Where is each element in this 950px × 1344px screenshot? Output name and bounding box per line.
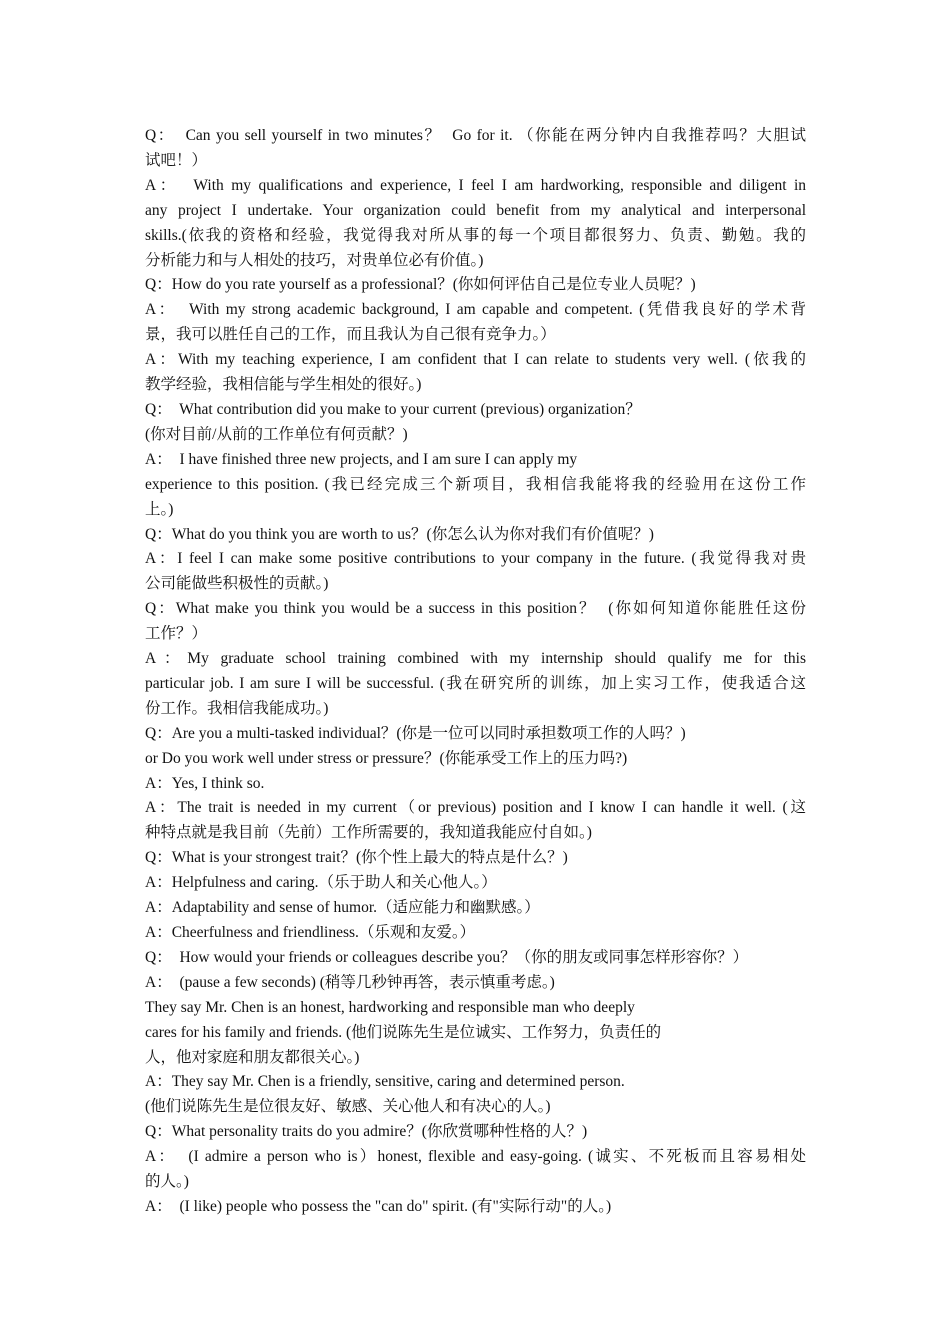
text-line: A：My graduate school training combined with my internship should qualify me for this xyxy=(145,650,806,668)
text-line: (你对目前/从前的工作单位有何贡献？) xyxy=(145,425,408,443)
text-line: or Do you work well under stress or pressure？(你能承受工作上的压力吗?) xyxy=(145,749,628,767)
text-line: 种特点就是我目前（先前）工作所需要的，我知道我能应付自如。) xyxy=(145,824,592,842)
text-line: Q： How would your friends or colleagues describe you？（你的朋友或同事怎样形容你？） xyxy=(145,948,749,966)
text-line: (他们说陈先生是位很友好、敏感、关心他人和有决心的人。) xyxy=(145,1098,551,1116)
text-line: Q： What contribution did you make to your current (previous) organization？ xyxy=(145,400,641,418)
document-body xyxy=(145,124,806,1220)
text-line: 景，我可以胜任自己的工作，而且我认为自己很有竞争力。） xyxy=(145,326,556,344)
text-line: A：With my teaching experience, I am confident that I can relate to students very well. (依我的 xyxy=(145,351,806,369)
text-line: A： (I like) people who possess the "can do" spirit. (有"实际行动"的人。) xyxy=(145,1197,612,1215)
text-line: A： With my qualifications and experience, I feel I am hardworking, responsible and diligent in xyxy=(145,176,806,194)
text-line: experience to this position. (我已经完成三个新项目，我相信我能将我的经验用在这份工作 xyxy=(145,475,806,493)
text-line: 人，他对家庭和朋友都很关心。) xyxy=(145,1048,360,1066)
text-line: cares for his family and friends. (他们说陈先生是位诚实、工作努力，负责任的 xyxy=(145,1023,662,1041)
text-line: Q：How do you rate yourself as a professional？(你如何评估自己是位专业人员呢？) xyxy=(145,276,696,294)
text-line: 教学经验，我相信能与学生相处的很好。) xyxy=(145,376,422,394)
text-line: A：Helpfulness and caring.（乐于助人和关心他人。） xyxy=(145,874,497,892)
text-line: 的人。) xyxy=(145,1173,189,1191)
text-line: They say Mr. Chen is an honest, hardworking and responsible man who deeply xyxy=(145,998,635,1016)
text-line: A： I have finished three new projects, and I am sure I can apply my xyxy=(145,450,578,468)
text-line: A：I feel I can make some positive contributions to your company in the future. (我觉得我对贵 xyxy=(145,550,806,568)
text-line: A：Yes, I think so. xyxy=(145,774,265,792)
text-line: 上。) xyxy=(145,500,174,518)
text-line: 份工作。我相信我能成功。) xyxy=(145,699,329,717)
text-line: A：Adaptability and sense of humor.（适应能力和幽默感。） xyxy=(145,899,540,917)
text-line: Q：What is your strongest trait？(你个性上最大的特点是什么？) xyxy=(145,849,568,867)
text-line: A：They say Mr. Chen is a friendly, sensitive, caring and determined person. xyxy=(145,1073,625,1091)
text-line: 分析能力和与人相处的技巧，对贵单位必有价值。) xyxy=(145,251,484,269)
text-line: Q： Can you sell yourself in two minutes？ Go for it. （你能在两分钟内自我推荐吗？大胆试 xyxy=(145,127,806,144)
text-line: A： With my strong academic background, I am capable and competent. (凭借我良好的学术背 xyxy=(145,301,806,319)
text-line: Q：What make you think you would be a success in this position？ (你如何知道你能胜任这份 xyxy=(145,600,806,618)
text-line: Q：What personality traits do you admire？(你欣赏哪种性格的人？) xyxy=(145,1123,588,1141)
text-line: any project I undertake. Your organization could benefit from my analytical and interpersonal xyxy=(145,201,806,219)
text-line: Q：Are you a multi-tasked individual？(你是一位可以同时承担数项工作的人吗？) xyxy=(145,724,686,742)
text-line: Q：What do you think you are worth to us？(你怎么认为你对我们有价值呢？) xyxy=(145,525,654,543)
text-line: A： (pause a few seconds) (稍等几秒钟再答，表示慎重考虑。) xyxy=(145,973,555,991)
text-line: A：The trait is needed in my current（or previous) position and I know I can handle it well. (这 xyxy=(145,799,806,817)
text-line: A：Cheerfulness and friendliness.（乐观和友爱。） xyxy=(145,924,476,941)
text-line: A： (I admire a person who is）honest, flexible and easy-going. (诚实、不死板而且容易相处 xyxy=(145,1148,806,1166)
text-line: skills.(依我的资格和经验，我觉得我对所从事的每一个项目都很努力、负责、勤勉。我的 xyxy=(145,226,806,244)
text-line: particular job. I am sure I will be successful. (我在研究所的训练，加上实习工作，使我适合这 xyxy=(145,674,806,692)
text-line: 工作？） xyxy=(145,625,208,643)
text-line: 试吧！） xyxy=(145,151,208,169)
text-line: 公司能做些积极性的贡献。) xyxy=(145,575,329,593)
